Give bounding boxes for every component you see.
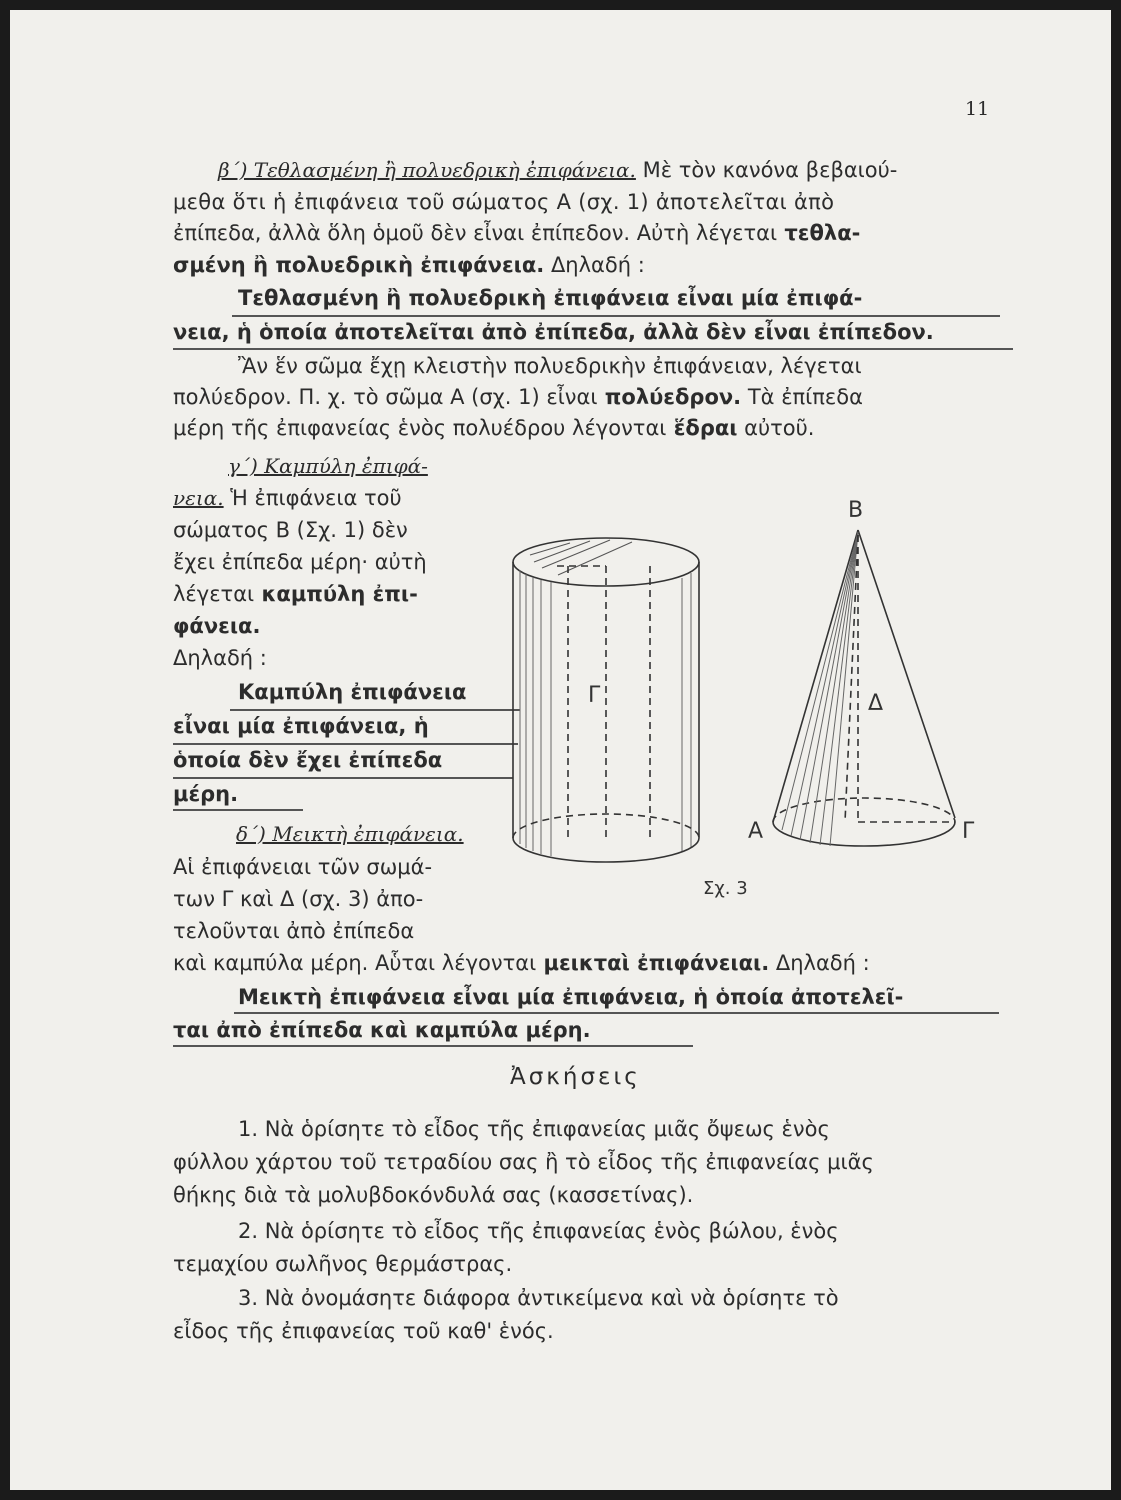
exercise-1-line-1: 1. Νὰ ὁρίσητε τὸ εἶδος τῆς ἐπιφανείας μιᾶς ὄψεως ἑνὸς [238,1117,830,1141]
beta-line-4-text: Δηλαδή : [544,253,645,277]
gamma-line-2: σώματος Β (Σχ. 1) δὲν [173,518,408,542]
exercises-title: Ἀσκήσεις [510,1064,641,1090]
beta-line-8-text: πολύεδρον. Π. χ. τὸ σῶμα Α (σχ. 1) εἶναι [173,385,598,409]
gamma-definition-3: ὁποία δὲν ἔχει ἐπίπεδα [173,748,443,772]
exercise-1-line-3: θήκης διὰ τὰ μολυβδοκόνδυλά σας (κασσετίνας). [173,1183,694,1207]
label-cone-g: Γ [962,819,975,844]
beta-line-9-bold: ἕδραι [666,416,738,440]
gamma-definition-1: Καμπύλη ἐπιφάνεια [238,680,467,704]
delta-line-1: Αἱ ἐπιφάνειαι τῶν σωμά- [173,855,433,879]
beta-heading: β΄) Τεθλασμένη ἢ πολυεδρικὴ ἐπιφάνεια. [218,158,636,182]
beta-line-8-bold: πολύεδρον. [597,385,742,409]
beta-line-9-text: μέρη τῆς ἐπιφανείας ἑνὸς πολυέδρου λέγονται [173,416,667,440]
beta-line-2: μεθα ὅτι ἡ ἐπιφάνεια τοῦ σώματος Α (σχ. 1) ἀποτελεῖται ἀπὸ [173,190,835,214]
delta-heading-text: δ΄) Μεικτὴ ἐπιφάνεια. [236,822,464,846]
beta-definition-1: Τεθλασμένη ἢ πολυεδρικὴ ἐπιφάνεια εἶναι μία ἐπιφά- [238,286,863,310]
delta-line-4-tail: Δηλαδή : [769,951,870,975]
beta-line-1-text: Μὲ τὸν κανόνα βεβαιού- [635,158,898,182]
delta-line-3: τελοῦνται ἀπὸ ἐπίπεδα [173,919,415,943]
figure-3 [10,10,1111,1490]
label-cone-a: Α [748,819,764,844]
label-cone-delta: Δ [868,691,884,716]
beta-line-8-tail: Τὰ ἐπίπεδα [741,385,863,409]
figure-caption: Σχ. 3 [703,878,748,899]
cone-figure [773,530,955,846]
gamma-definition-2: εἶναι μία ἐπιφάνεια, ἡ [173,714,429,738]
gamma-line-4-text: λέγεται [173,582,255,606]
delta-line-4-text: καὶ καμπύλα μέρη. Αὗται λέγονται [173,951,537,975]
gamma-definition-4: μέρη. [173,782,239,806]
label-cylinder-gamma: Γ [588,683,601,708]
exercise-2-line-2: τεμαχίου σωλῆνος θερμάστρας. [173,1252,513,1276]
gamma-heading-text: γ΄) Καμπύλη ἐπιφά- [228,454,428,478]
exercise-2-line-1: 2. Νὰ ὁρίσητε τὸ εἶδος τῆς ἐπιφανείας ἑνὸς βώλου, ἑνὸς [238,1219,839,1243]
beta-line-3-text: ἐπίπεδα, ἀλλὰ ὅλη ὁμοῦ δὲν εἶναι ἐπίπεδον. Αὐτὴ λέγεται [173,221,778,245]
gamma-line-4-bold: καμπύλη ἐπι- [254,582,418,606]
beta-line-9-tail: αὐτοῦ. [737,416,815,440]
gamma-line-1-text: Ἡ ἐπιφάνεια τοῦ [223,486,402,510]
label-cone-b: Β [848,498,864,523]
beta-line-4-bold: σμένη ἢ πολυεδρικὴ ἐπιφάνεια. [173,253,545,277]
beta-definition-2: νεια, ἡ ὁποία ἀποτελεῖται ἀπὸ ἐπίπεδα, ἀλλὰ δὲν εἶναι ἐπίπεδον. [173,320,934,344]
gamma-line-5: φάνεια. [173,614,261,638]
exercise-3-line-2: εἶδος τῆς ἐπιφανείας τοῦ καθ' ἑνός. [173,1319,554,1343]
gamma-heading-2: νεια. [173,486,224,510]
gamma-line-6: Δηλαδή : [173,646,267,670]
book-page [10,10,1111,1490]
beta-line-3-bold: τεθλα- [777,221,861,245]
gamma-line-3: ἔχει ἐπίπεδα μέρη· αὐτὴ [173,550,427,574]
exercise-1-line-2: φύλλου χάρτου τοῦ τετραδίου σας ἢ τὸ εἶδος τῆς ἐπιφανείας μιᾶς [173,1150,874,1174]
delta-line-2: των Γ καὶ Δ (σχ. 3) ἀπο- [173,887,424,911]
delta-line-4-bold: μεικταὶ ἐπιφάνειαι. [536,951,770,975]
delta-definition-2: ται ἀπὸ ἐπίπεδα καὶ καμπύλα μέρη. [173,1018,591,1042]
page-number: 11 [965,98,990,120]
cylinder-figure [513,538,699,862]
beta-line-7: Ἂν ἕν σῶμα ἔχῃ κλειστὴν πολυεδρικὴν ἐπιφάνειαν, λέγεται [238,354,862,378]
exercise-3-line-1: 3. Νὰ ὀνομάσητε διάφορα ἀντικείμενα καὶ νὰ ὁρίσητε τὸ [238,1286,839,1310]
delta-definition-1: Μεικτὴ ἐπιφάνεια εἶναι μία ἐπιφάνεια, ἡ ὁποία ἀποτελεῖ- [238,985,904,1009]
